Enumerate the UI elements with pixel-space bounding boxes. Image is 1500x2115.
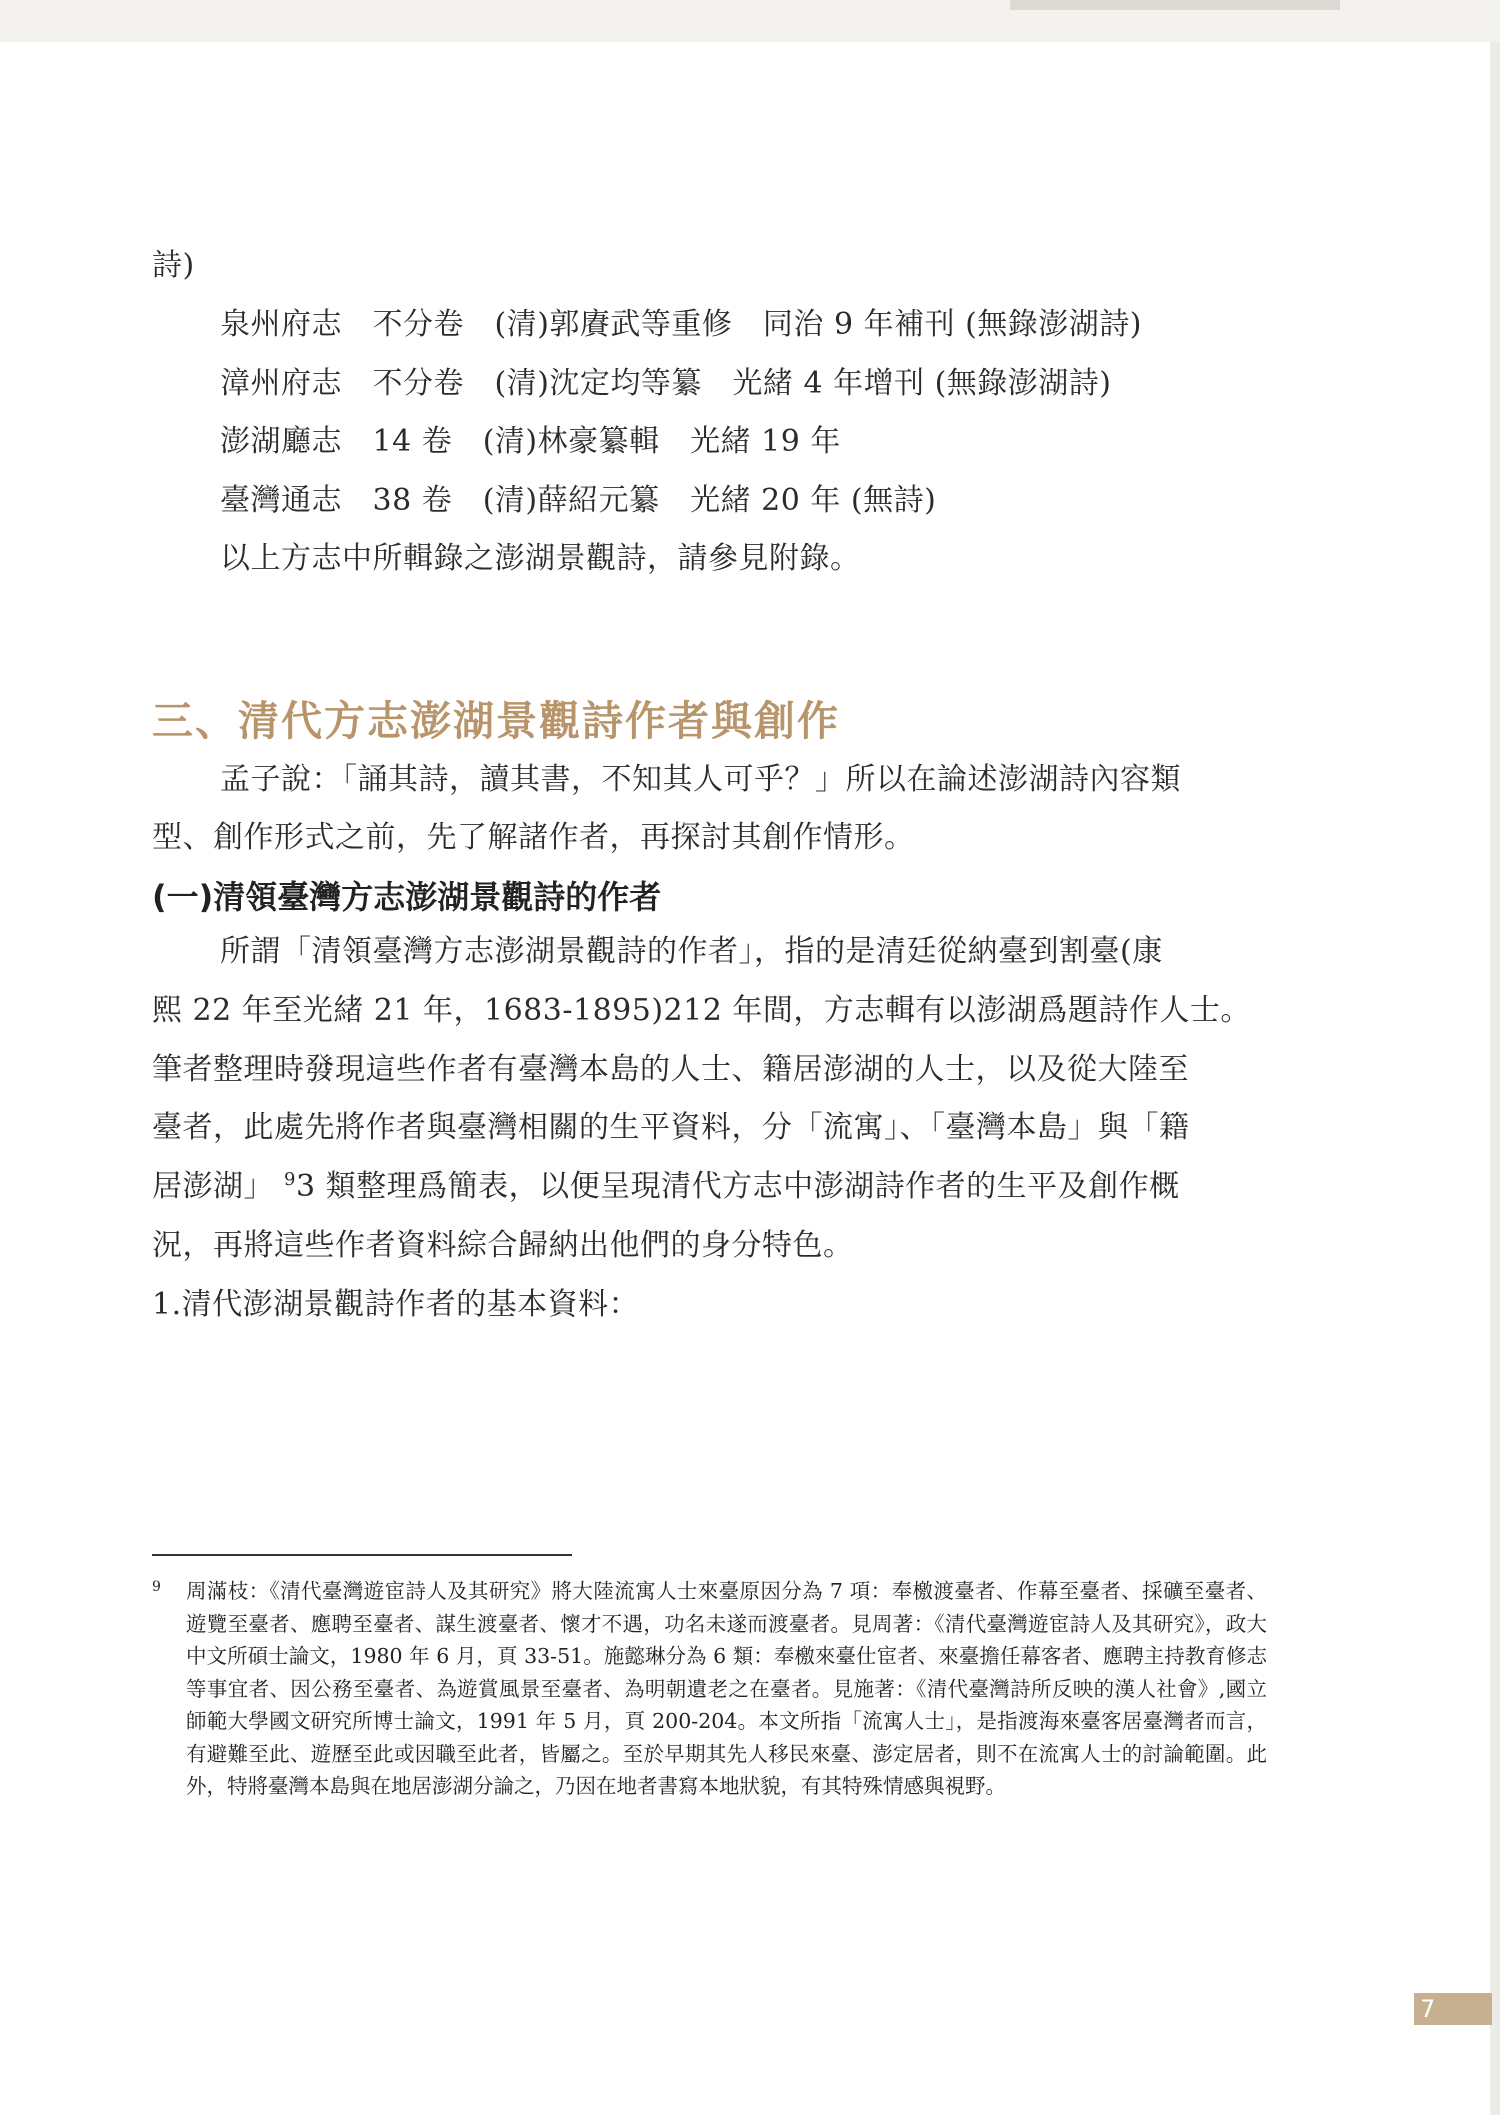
intro-line-2: 型、創作形式之前，先了解諸作者，再探討其創作情形。: [152, 820, 915, 855]
footnote: [152, 1575, 1267, 1803]
paragraph-line-3: 筆者整理時發現這些作者有臺灣本島的人士、籍居澎湖的人士，以及從大陸至: [152, 1052, 1189, 1087]
continued-line: 詩): [152, 248, 195, 283]
footnote-mark: 9: [152, 1579, 161, 1595]
right-page-edge: [1490, 42, 1500, 2115]
footnote-text: 周滿枝：《清代臺灣遊宦詩人及其研究》將大陸流寓人士來臺原因分為 7 項：奉檄渡臺者、作幕至臺者、採礦至臺者、遊覽至臺者、應聘至臺者、謀生渡臺者、懷才不遇，功名未遂而渡臺者。見周著：《清代臺灣遊宦詩人及其研究》，政大中文所碩士論文，1980 年 6 月，頁 33-51。施懿琳分為 6 類：奉檄來臺仕宦者、來臺擔任幕客者、應聘主持教育修志等事宜者、因公務至臺者、為遊賞風景至臺者、為明朝遺老之在臺者。見施著：《清代臺灣詩所反映的漢人社會》,國立師範大學國文研究所博士論文，1991 年 5 月，頁 200-204。本文所指「流寓人士」，是指渡海來臺客居臺灣者而言，有避難至此、遊歷至此或因職至此者，皆屬之。至於早期其先人移民來臺、澎定居者，則不在流寓人士的討論範圍。此外，特將臺灣本島與在地居澎湖分論之，乃因在地者書寫本地狀貌，有其特殊情感與視野。: [186, 1579, 1267, 1798]
gazetteer-entry-taiwan: 臺灣通志 38 卷 (清)薛紹元纂 光緒 20 年 (無詩): [220, 483, 937, 518]
top-scan-strip: [0, 0, 1500, 42]
paragraph-line-1: 所謂「清領臺灣方志澎湖景觀詩的作者」，指的是清廷從納臺到割臺(康: [220, 934, 1163, 969]
paragraph-line-4: 臺者，此處先將作者與臺灣相關的生平資料，分「流寓」、「臺灣本島」與「籍: [152, 1110, 1190, 1145]
footnote-divider: [152, 1554, 572, 1556]
paragraph-line-5-start: 居澎湖」: [152, 1169, 274, 1204]
footnote-reference[interactable]: 9: [284, 1169, 296, 1190]
page-number: 7: [1414, 1993, 1492, 2025]
section-heading: 三、清代方志澎湖景觀詩作者與創作: [152, 697, 840, 745]
list-item: 1.清代澎湖景觀詩作者的基本資料：: [152, 1287, 640, 1322]
gazetteer-note: 以上方志中所輯錄之澎湖景觀詩，請參見附錄。: [220, 541, 861, 576]
gazetteer-entry-penghu: 澎湖廳志 14 卷 (清)林豪纂輯 光緒 19 年: [220, 424, 841, 459]
paragraph-line-5-end: 3 類整理爲簡表，以便呈現清代方志中澎湖詩作者的生平及創作概: [296, 1169, 1180, 1204]
paragraph-line-6: 況，再將這些作者資料綜合歸納出他們的身分特色。: [152, 1228, 854, 1263]
gazetteer-entry-quanzhou: 泉州府志 不分卷 (清)郭賡武等重修 同治 9 年補刊 (無錄澎湖詩): [220, 307, 1143, 342]
paragraph-line-2: 熙 22 年至光緒 21 年，1683-1895)212 年間，方志輯有以澎湖爲題詩作人士。: [152, 993, 1251, 1028]
intro-line-1: 孟子說：「誦其詩，讀其書，不知其人可乎？」所以在論述澎湖詩內容類: [220, 762, 1181, 797]
paragraph-line-5: [152, 1167, 1267, 1207]
sub-heading: (一)清領臺灣方志澎湖景觀詩的作者: [152, 878, 662, 916]
gazetteer-entry-zhangzhou: 漳州府志 不分卷 (清)沈定均等纂 光緒 4 年增刊 (無錄澎湖詩): [220, 366, 1112, 401]
